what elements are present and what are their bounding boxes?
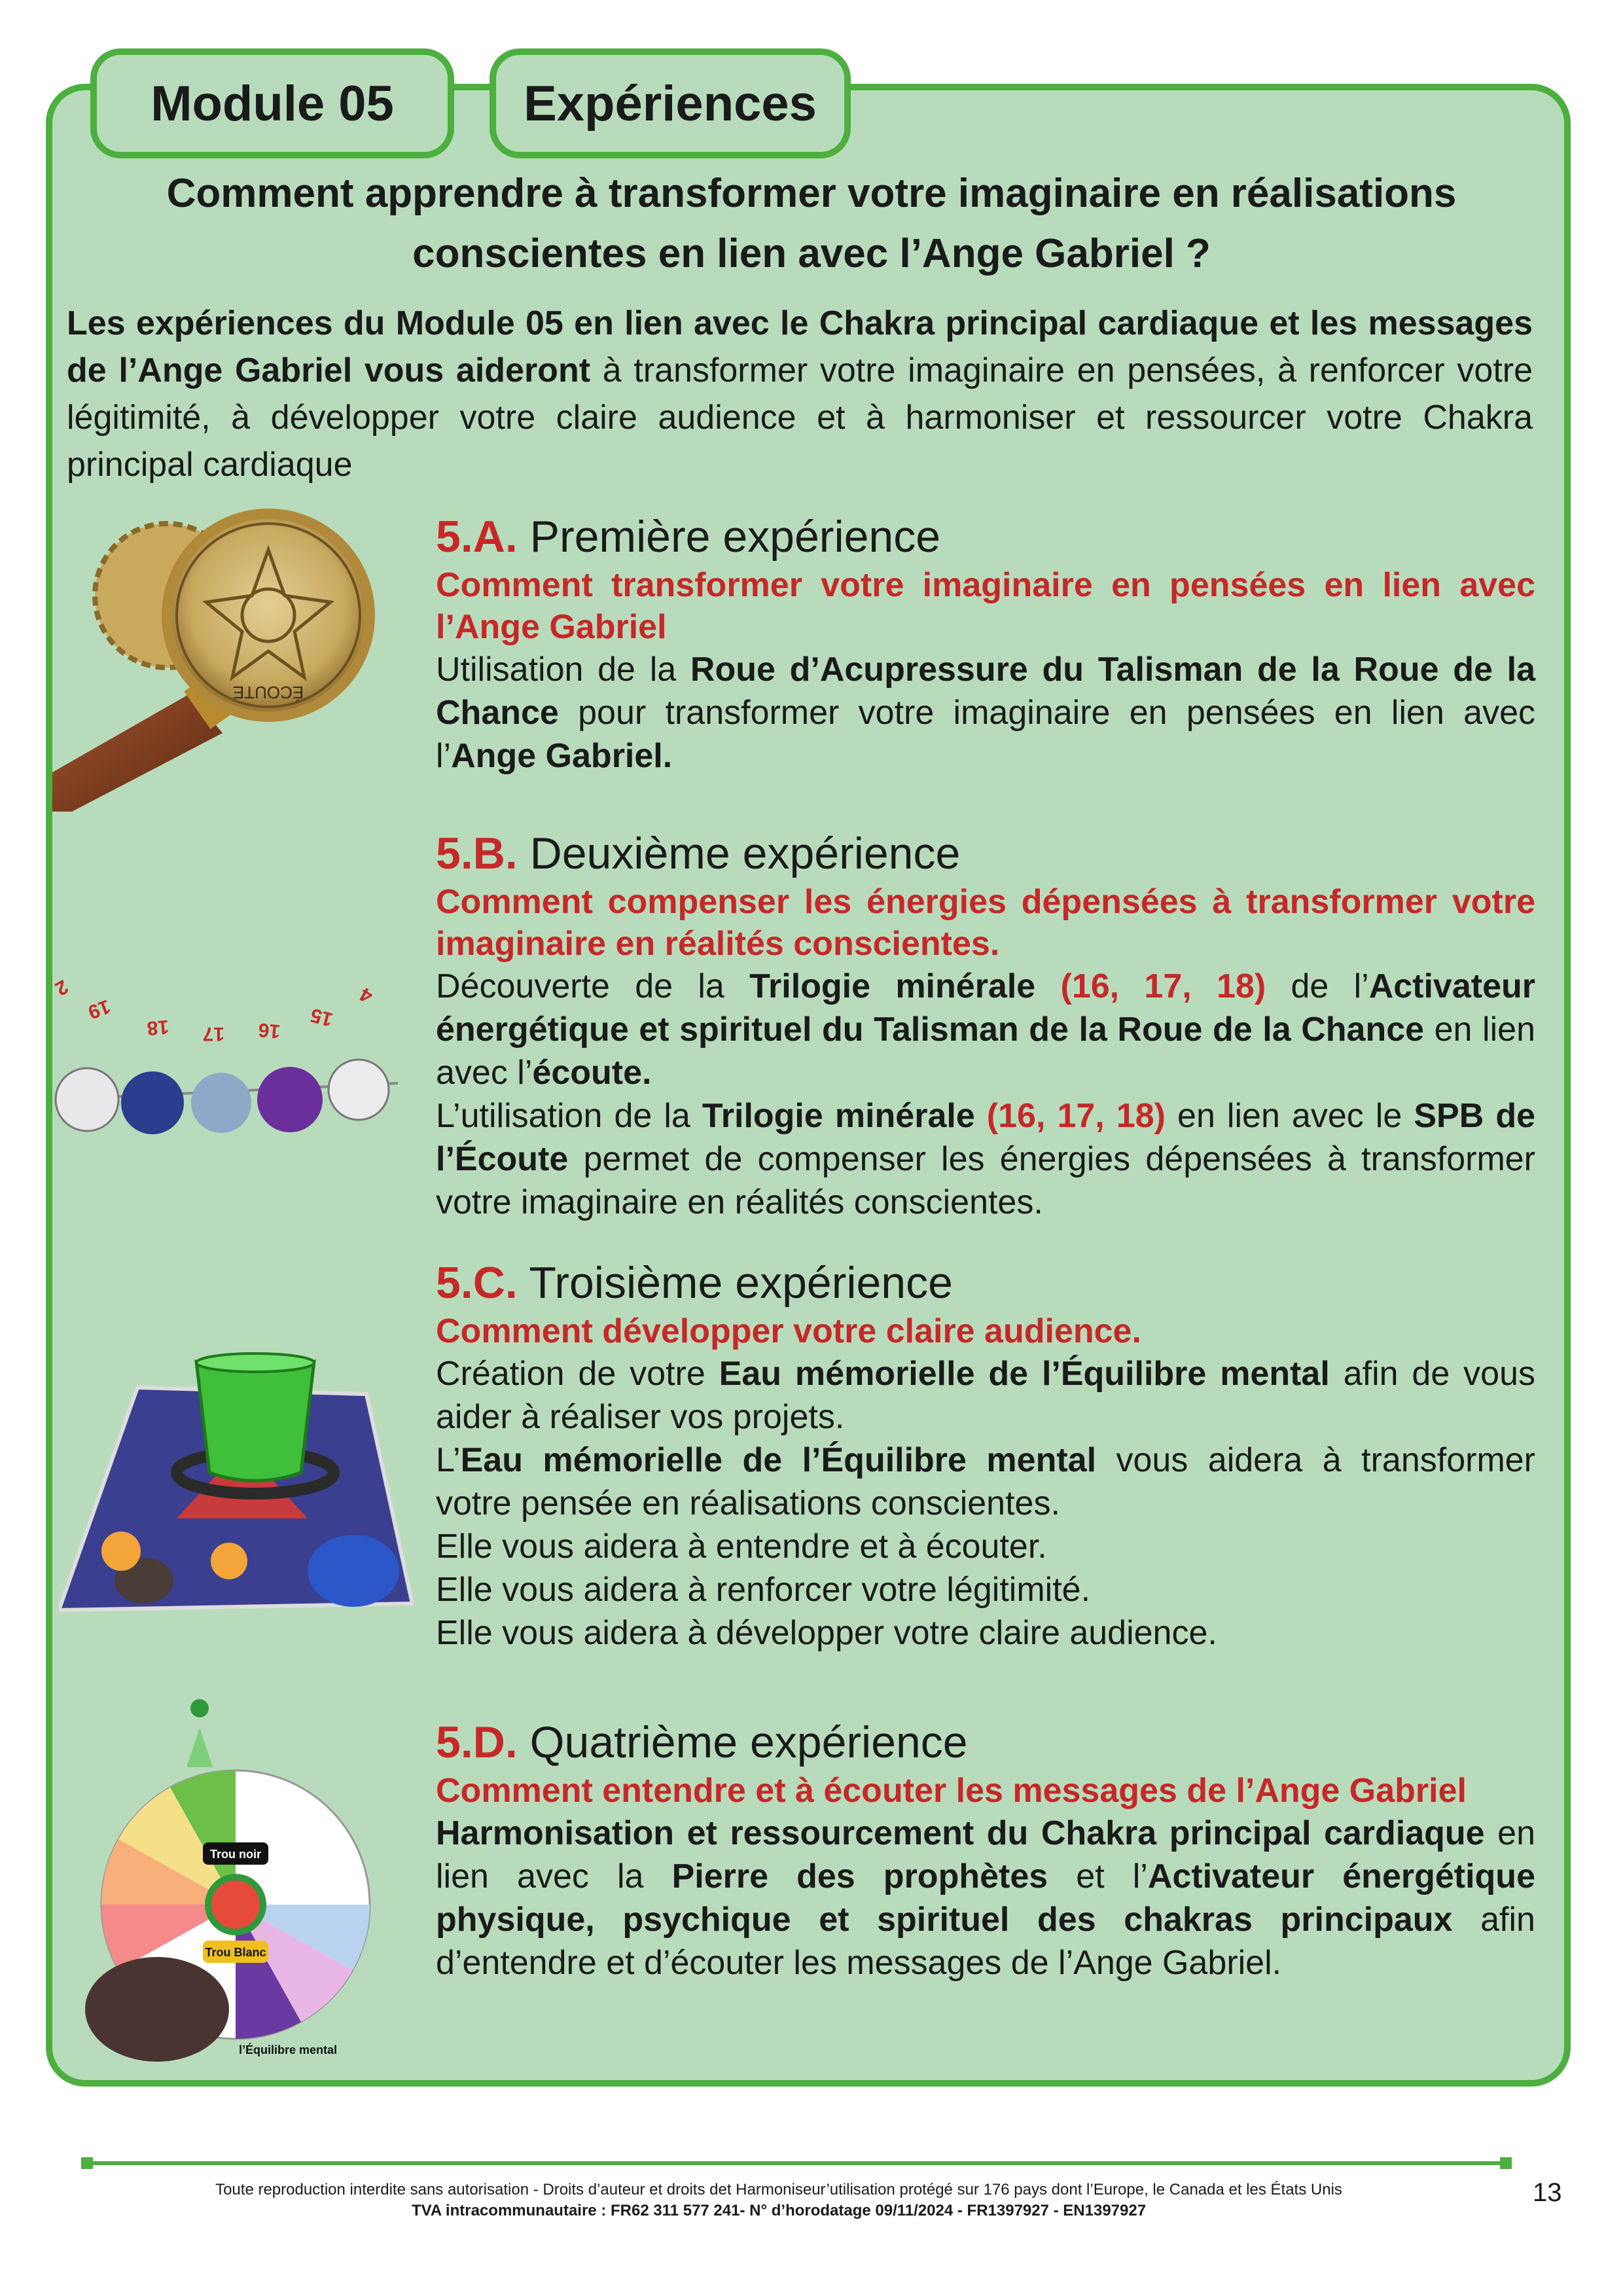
intro-paragraph — [67, 300, 1533, 488]
section-5c — [436, 1255, 1535, 1655]
section-5c-code: 5.C. — [436, 1258, 518, 1308]
section-5b-text-1: Découverte de la — [436, 967, 750, 1005]
trou-blanc-label: Trou Blanc — [205, 1946, 266, 1959]
section-5b-text-6: permet de compenser les énergies dépensées à transformer votre imaginaire en réalités conscientes. — [436, 1140, 1535, 1221]
section-5d-bold-3: Activateur énergétique physique, psychique et spirituel des chakras principaux — [436, 1857, 1535, 1939]
chakra-wheel-illustration — [79, 1695, 406, 2062]
wheel-caption: l’Équilibre mental — [238, 2043, 338, 2056]
magnifier-illustration — [52, 504, 419, 812]
section-5b-red-1: (16, 17, 18) — [1035, 967, 1266, 1005]
handle-shape — [52, 694, 223, 812]
footer-divider-end-left — [81, 2157, 93, 2169]
intro-normal: à transformer votre imaginaire en pensées, à renforcer votre légitimité, à développer votre claire audience et à harmoniser et ressourcer votre Chakra principal cardiaque — [67, 351, 1533, 484]
memory-water-illustration — [59, 1348, 425, 1623]
section-5b-text-5: en lien avec le — [1165, 1097, 1414, 1135]
section-5b-body-1 — [436, 965, 1535, 1094]
angel-figure-icon — [187, 1728, 213, 1767]
bead-number-16: 16 — [257, 1018, 281, 1043]
experiences-tab-label: Expériences — [524, 75, 817, 132]
section-5a — [436, 509, 1535, 778]
section-5a-bold-2: Ange Gabriel. — [451, 737, 673, 775]
section-5c-body-1 — [436, 1352, 1535, 1439]
section-5b-title — [436, 826, 1535, 881]
bead-number-18: 18 — [146, 1015, 170, 1039]
section-5a-body — [436, 648, 1535, 778]
section-5b-bold-5: SPB de l’Écoute — [436, 1097, 1536, 1178]
section-5d-title-text: Quatrième expérience — [517, 1717, 968, 1767]
section-5b-text-4: L’utilisation de la — [436, 1097, 702, 1135]
bead-number-2: 2 — [51, 975, 72, 1000]
section-5c-bold-2: Eau mémorielle de l’Équilibre mental — [460, 1441, 1097, 1479]
section-5a-text-1: Utilisation de la — [436, 651, 690, 689]
mandala-right-shape — [211, 1543, 247, 1579]
section-5d-title — [436, 1715, 1535, 1770]
intro-bold: Les expériences du Module 05 en lien avec le Chakra principal cardiaque et les messages de l’Ange Gabriel vous aideront — [67, 304, 1533, 389]
section-5b-red-2: (16, 17, 18) — [974, 1097, 1166, 1135]
section-5a-title — [436, 509, 1535, 564]
bead-white-left — [56, 1068, 118, 1131]
section-5c-line-2: Elle vous aidera à renforcer votre légitimité. — [436, 1571, 1091, 1609]
module-tab-label: Module 05 — [151, 75, 394, 132]
section-5b-bold-1: Trilogie minérale — [749, 967, 1036, 1005]
trou-noir-label: Trou noir — [210, 1848, 261, 1861]
section-5c-text-3: L’ — [436, 1441, 461, 1479]
mandala-left-shape — [101, 1532, 141, 1571]
section-5b-bold-2: Activateur énergétique et spirituel du Talisman de la Roue de la Chance — [436, 967, 1535, 1049]
section-5c-body-2 — [436, 1439, 1535, 1525]
footer-legal — [79, 2179, 1479, 2221]
section-5b-body-2 — [436, 1094, 1535, 1224]
section-5c-line-3: Elle vous aidera à développer votre claire audience. — [436, 1614, 1217, 1652]
prophet-stone-shape — [85, 1957, 229, 2062]
bead-number-15: 15 — [308, 1003, 335, 1031]
section-5c-title-text: Troisième expérience — [517, 1258, 953, 1308]
section-5c-text-4: vous aidera à transformer votre pensée en réalisations conscientes. — [436, 1441, 1535, 1522]
section-5b-code: 5.B. — [436, 829, 518, 878]
bead-number-17: 17 — [202, 1023, 224, 1045]
bead-fluorite — [257, 1067, 323, 1132]
experiences-tab — [490, 48, 851, 158]
bead-blue — [121, 1071, 184, 1134]
page-headline — [92, 164, 1531, 284]
section-5d-text-1: en lien avec la — [436, 1814, 1535, 1895]
bead-number-19: 19 — [85, 995, 113, 1024]
footer-divider-end-right — [1500, 2157, 1512, 2169]
section-5d-body — [436, 1812, 1535, 1984]
glass-rim-shape — [196, 1354, 314, 1372]
section-5a-text-2: pour transformer votre imaginaire en pensées en lien avec l’ — [436, 694, 1535, 775]
section-5b — [436, 826, 1535, 1224]
section-5a-title-text: Première expérience — [517, 512, 941, 562]
section-5d-text-2: et l’ — [1048, 1857, 1148, 1895]
section-5d-subtitle: Comment entendre et à écouter les messages de l’Ange Gabriel — [436, 1772, 1467, 1810]
beads-illustration — [51, 969, 404, 1158]
section-5c-line-1: Elle vous aidera à entendre et à écouter. — [436, 1528, 1047, 1566]
section-5a-bold-1: Roue d’Acupressure du Talisman de la Roue de la Chance — [436, 651, 1535, 732]
bead-glass — [191, 1073, 251, 1133]
section-5d-bold-2: Pierre des prophètes — [671, 1857, 1048, 1895]
section-5c-text-1: Création de votre — [436, 1355, 719, 1393]
footer-line1: Toute reproduction interdite sans autorisation - Droits d’auteur et droits det Harmoniseur’utilisation protégé sur 176 pays dont l’Europe, le Canada et les États Unis — [215, 2181, 1342, 2198]
headline-line2: conscientes en lien avec l’Ange Gabriel ? — [412, 231, 1211, 276]
footer-divider — [85, 2161, 1505, 2165]
blue-stone-shape — [308, 1535, 399, 1607]
badge-icon — [190, 1699, 209, 1717]
section-5d — [436, 1715, 1535, 1984]
section-5a-subtitle: Comment transformer votre imaginaire en pensées en lien avec l’Ange Gabriel — [436, 566, 1535, 646]
green-glass-shape — [196, 1361, 314, 1481]
headline-line1: Comment apprendre à transformer votre imaginaire en réalisations — [166, 171, 1457, 216]
bead-number-4: 4 — [356, 982, 377, 1007]
section-5b-text-2: de l’ — [1266, 967, 1369, 1005]
section-5d-text-3: afin d’entendre et d’écouter les messages de l’Ange Gabriel. — [436, 1901, 1535, 1982]
spiral-center-shape — [208, 1877, 263, 1932]
section-5c-text-2: afin de vous aider à réaliser vos projets. — [436, 1355, 1535, 1436]
section-5d-bold-1: Harmonisation et ressourcement du Chakra principal cardiaque — [436, 1814, 1485, 1852]
page-number: 13 — [1533, 2178, 1562, 2207]
section-5b-bold-4: Trilogie minérale — [702, 1097, 975, 1135]
section-5b-title-text: Deuxième expérience — [517, 829, 961, 878]
magnifier-label: ÉCOUTE — [232, 683, 304, 702]
section-5c-subtitle: Comment développer votre claire audience. — [436, 1312, 1141, 1350]
section-5a-code: 5.A. — [436, 512, 518, 562]
footer-line2: TVA intracommunautaire : FR62 311 577 241- N° d’horodatage 09/11/2024 - FR1397927 - EN1397927 — [411, 2202, 1147, 2219]
module-tab — [90, 48, 454, 158]
section-5d-code: 5.D. — [436, 1717, 518, 1767]
section-5c-bold-1: Eau mémorielle de l’Équilibre mental — [719, 1355, 1330, 1393]
section-5b-text-3: en lien avec l’ — [436, 1011, 1536, 1092]
section-5b-bold-3: écoute. — [532, 1054, 652, 1092]
section-5b-subtitle: Comment compenser les énergies dépensées à transformer votre imaginaire en réalités conscientes. — [436, 883, 1535, 963]
section-5c-title — [436, 1255, 1535, 1310]
bead-white-right — [329, 1060, 389, 1120]
